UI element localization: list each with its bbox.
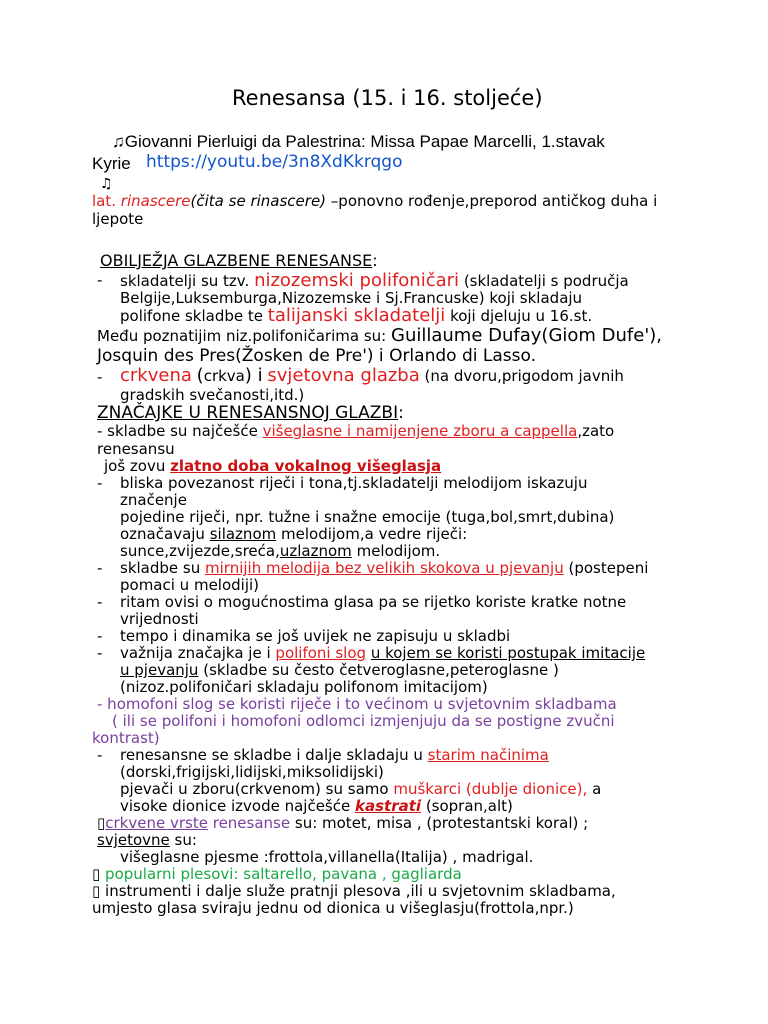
homofoni-line-3: kontrast)	[92, 729, 160, 747]
list-item-cont: polifone skladbe te talijanski skladatelji koji djeluju u 16.st.	[120, 305, 593, 326]
list-dash: -	[97, 627, 103, 645]
paragraph: - skladbe su najčešće višeglasne i namijenjene zboru a cappella,zato	[97, 422, 615, 440]
intro-line-2: ljepote	[92, 210, 144, 228]
list-dash: -	[97, 559, 103, 577]
list-item: renesansne se skladbe i dalje skladaju u starim načinima	[120, 746, 549, 764]
svjetovne-line: svjetovne su:	[97, 831, 197, 849]
list-item-cont: pojedine riječi, npr. tužne i snažne emocije (tuga,bol,smrt,dubina)	[120, 508, 615, 526]
instrumenti-line-2: umjesto glasa sviraju jednu od dionica u višeglasju(frottola,npr.)	[92, 899, 574, 917]
section-heading-znacajke: ZNAČAJKE U RENESANSNOJ GLAZBI:	[97, 403, 404, 423]
page-title: Renesansa (15. i 16. stoljeće)	[232, 86, 543, 110]
list-item: skladatelji su tzv. nizozemski polifoničari (skladatelji s područja	[120, 270, 629, 291]
music-line: ♫Giovanni Pierluigi da Palestrina: Missa Papae Marcelli, 1.stavak	[112, 132, 605, 151]
section-heading-obiljezja: OBILJEŽJA GLAZBENE RENESANSE:	[100, 251, 378, 270]
svjetovne-item: višeglasne pjesme :frottola,villanella(Italija) , madrigal.	[120, 848, 534, 866]
homofoni-line-2: ( ili se polifoni i homofoni odlomci izmjenjuju da se postigne zvučni	[112, 712, 615, 730]
list-item: važnija značajka je i polifoni slog u kojem se koristi postupak imitacije	[120, 644, 646, 662]
list-dash: -	[97, 271, 103, 289]
list-item-cont: vrijednosti	[120, 610, 199, 628]
list-item: bliska povezanost riječi i tona,tj.skladatelji melodijom iskazuju	[120, 474, 588, 492]
music-note-icon: ♫	[100, 176, 113, 192]
instrumenti-line: ▯ instrumenti i dalje služe pratnji plesova ,ili u svjetovnim skladbama,	[92, 882, 616, 900]
box-glyph-icon: ▯	[97, 814, 106, 832]
list-item-cont: označavaju silaznom melodijom,a vedre riječi:	[120, 525, 468, 543]
list-item: ritam ovisi o mogućnostima glasa pa se rijetko koriste kratke notne	[120, 593, 627, 611]
music-note-icon: ♫	[112, 132, 125, 151]
paragraph-cont: još zovu zlatno doba vokalnog višeglasja	[104, 457, 442, 475]
list-item-cont: (dorski,frigijski,lidijski,miksolidijski)	[120, 763, 384, 781]
list-item: crkvena (crkva) i svjetovna glazba (na dvoru,prigodom javnih	[120, 365, 624, 386]
list-item-cont: u pjevanju (skladbe su često četveroglasne,peteroglasne )	[120, 661, 559, 679]
paragraph-cont: renesansu	[97, 440, 175, 458]
paragraph-cont: Josquin des Pres(Žosken de Pre') i Orlando di Lasso.	[97, 346, 536, 366]
list-dash: -	[97, 593, 103, 611]
list-item: tempo i dinamika se još uvijek ne zapisuju u skladbi	[120, 627, 511, 645]
crkvene-line: ▯crkvene vrste renesanse su: motet, misa , (protestantski koral) ;	[97, 814, 589, 832]
list-item-cont: Belgije,Luksemburga,Nizozemske i Sj.Francuske) koji skladaju	[120, 289, 583, 307]
list-dash: -	[97, 368, 103, 386]
list-dash: -	[97, 474, 103, 492]
homofoni-line: - homofoni slog se koristi riječe i to većinom u svjetovnim skladbama	[97, 695, 617, 713]
intro-line: lat. rinascere(čita se rinascere) –ponovno rođenje,preporod antičkog duha i	[92, 192, 658, 210]
list-item-cont: pomaci u melodiji)	[120, 576, 260, 594]
kyrie-line: Kyrie	[92, 154, 131, 173]
box-glyph-icon: ▯	[92, 882, 101, 900]
youtube-link[interactable]: https://youtu.be/3n8XdKkrqgo	[146, 152, 403, 172]
list-item-cont: značenje	[120, 491, 187, 509]
list-item-cont: sunce,zvijezde,sreća,uzlaznom melodijom.	[120, 542, 441, 560]
list-item-cont: visoke dionice izvode najčešće kastrati (sopran,alt)	[120, 797, 513, 815]
list-dash: -	[97, 746, 103, 764]
paragraph: Među poznatijim niz.polifoničarima su: Guillaume Dufay(Giom Dufe'),	[97, 325, 663, 346]
list-item: skladbe su mirnijih melodija bez velikih skokova u pjevanju (postepeni	[120, 559, 649, 577]
list-item-cont: pjevači u zboru(crkvenom) su samo muškarci (dublje dionice), a	[120, 780, 602, 798]
list-dash: -	[97, 644, 103, 662]
box-glyph-icon: ▯	[92, 865, 101, 883]
plesovi-line: ▯ popularni plesovi: saltarello, pavana , gagliarda	[92, 865, 462, 883]
list-item-cont: (nizoz.polifoničari skladaju polifonom imitacijom)	[120, 678, 488, 696]
list-item-cont: gradskih svečanosti,itd.)	[120, 386, 305, 404]
